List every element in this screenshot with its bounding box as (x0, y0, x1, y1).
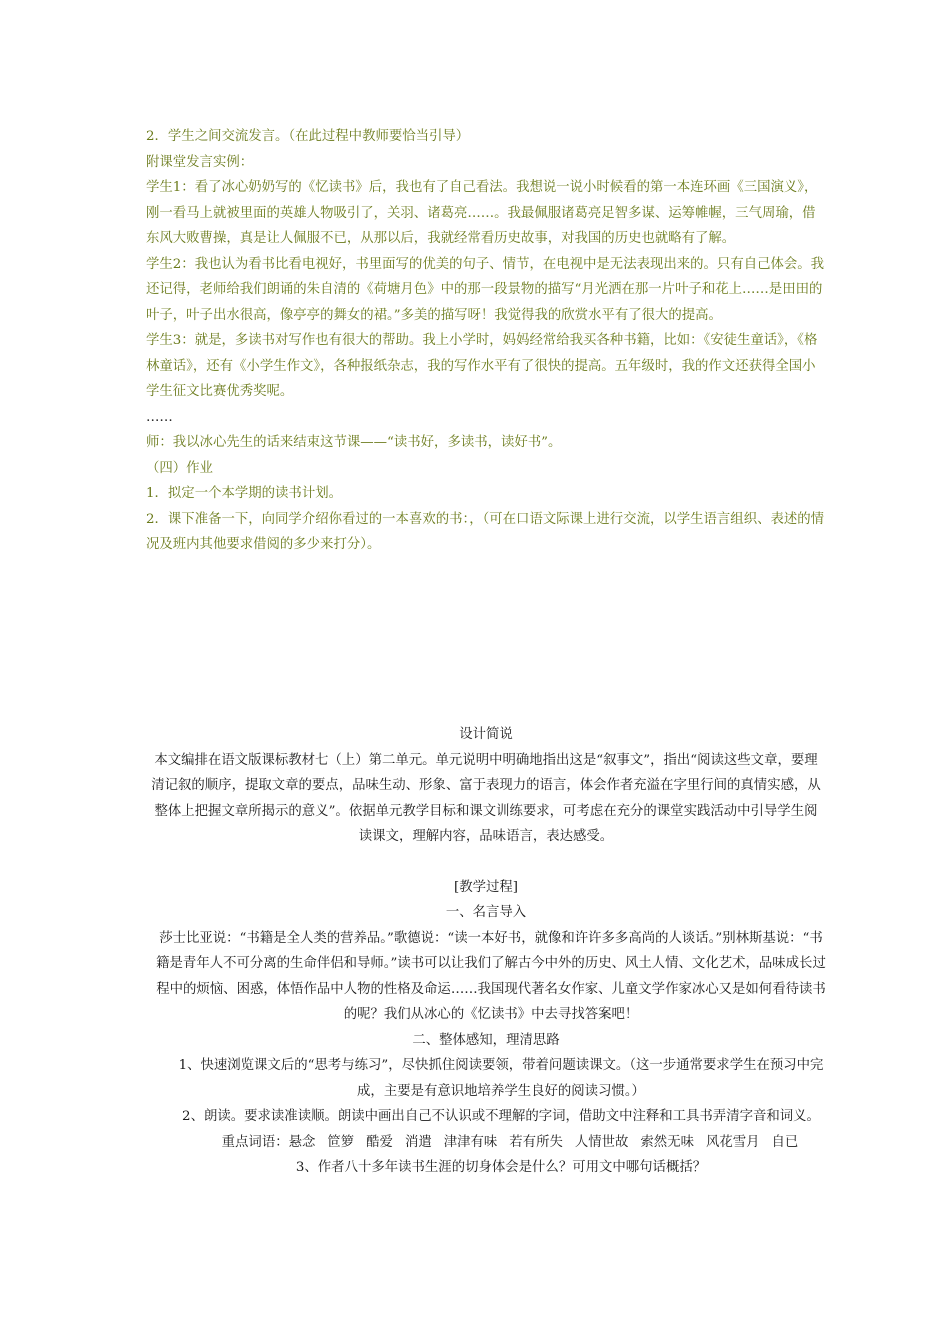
design-title: 设计简说 (459, 727, 513, 742)
process-title: [教学过程] (453, 879, 518, 895)
keyword: 津津有味 (443, 1134, 498, 1150)
keyword: 笸箩 (327, 1134, 355, 1150)
keywords-label: 重点词语： (221, 1134, 289, 1150)
keyword-list (146, 1130, 826, 1156)
example-heading: 附课堂发言实例： (146, 154, 254, 170)
keyword: 自已 (771, 1134, 799, 1150)
step-2-title: 二、整体感知，理清思路 (412, 1032, 560, 1048)
item-1: 1、快速浏览课文后的“思考与练习”，尽快抓住阅读要领，带着问题读课文。（这一步通常要求学生在预习中完成，主要是有意识地培养学生良好的阅读习惯。） (178, 1058, 824, 1099)
keyword: 悬念 (288, 1134, 316, 1150)
item-2: 2、朗读。要求读准读顺。朗读中画出自己不认识或不理解的字词，借助文中注释和工具书弄清字音和词义。 (182, 1109, 820, 1124)
homework-heading: （四）作业 (146, 460, 213, 476)
keyword: 索然无味 (640, 1134, 694, 1150)
step-1-text: 莎士比亚说：“书籍是全人类的营养品。”歌德说：“读一本好书，就像和许许多多高尚的人谈话。”别林斯基说：“书籍是青年人不可分离的生命伴侣和导师。”读书可以让我们了解古今中外的历史、风土人情、文化艺术，品味成长过程中的烦恼、困惑，体悟作品中人物的性格及命运……我国现代著名女作家、儿童文学作家冰心又是如何看待读书的呢？我们从冰心的《忆读书》中去寻找答案吧！ (156, 930, 826, 1022)
homework-item-2: 2．课下准备一下，向同学介绍你看过的一本喜欢的书：，（可在口语文际课上进行交流，以学生语言组织、表述的情况及班内其他要求借阅的多少来打分）。 (146, 511, 825, 552)
teacher-closing: 师：我以冰心先生的话来结束这节课——“读书好，多读书，读好书”。 (146, 435, 562, 450)
item-3: 3、作者八十多年读书生涯的切身体会是什么？可用文中哪句话概括？ (295, 1160, 707, 1175)
design-section (146, 722, 826, 1181)
keyword: 酷爱 (366, 1134, 393, 1150)
step-line: 2．学生之间交流发言。（在此过程中教师要恰当引导） (146, 129, 470, 144)
ellipsis: …… (146, 409, 173, 425)
keyword: 风花雪月 (705, 1134, 760, 1150)
student-2-speech: 学生2：我也认为看书比看电视好，书里面写的优美的句子、情节，在电视中是无法表现出来的。只有自己体会。我还记得，老师给我们朗诵的朱自清的《荷塘月色》中的那一段景物的描写“月光洒在那一片叶子和花上……是田田的叶子，叶子出水很高，像亭亭的舞女的裙。”多美的描写呀！我觉得我的欣赏水平有了很大的提高。 (146, 256, 825, 323)
classroom-discussion-section (146, 124, 826, 558)
step-1-title: 一、名言导入 (445, 905, 527, 920)
design-text: 本文编排在语文版课标教材七（上）第二单元。单元说明中明确地指出这是“叙事文”，指出“阅读这些文章，要理清记叙的顺序，提取文章的要点，品味生动、形象、富于表现力的语言，体会作者充溢在字里行间的真情实感，从整体上把握文章所揭示的意义”。依据单元教学目标和课文训练要求，可考虑在充分的课堂实践活动中引导学生阅读课文，理解内容，品味语言，表达感受。 (151, 752, 821, 844)
student-3-speech: 学生3：就是，多读书对写作也有很大的帮助。我上小学时，妈妈经常给我买各种书籍，比如：《安徒生童话》，《格林童话》，还有《小学生作文》，各种报纸杂志，我的写作水平有了很快的提高。五年级时，我的作文还获得全国小学生征文比赛优秀奖呢。 (146, 333, 818, 399)
homework-item-1: 1．拟定一个本学期的读书计划。 (146, 486, 342, 501)
keyword: 消遣 (404, 1134, 432, 1150)
student-1-speech: 学生1：看了冰心奶奶写的《忆读书》后，我也有了自己看法。我想说一说小时候看的第一本连环画《三国演义》，刚一看马上就被里面的英雄人物吸引了，关羽、诸葛亮……。我最佩服诸葛亮足智多谋、运筹帷幄，三气周瑜，借东风大败曹操，真是让人佩服不已，从那以后，我就经常看历史故事，对我国的历史也就略有了解。 (146, 180, 818, 246)
keyword: 人情世故 (574, 1134, 629, 1150)
keyword: 若有所失 (509, 1134, 563, 1150)
